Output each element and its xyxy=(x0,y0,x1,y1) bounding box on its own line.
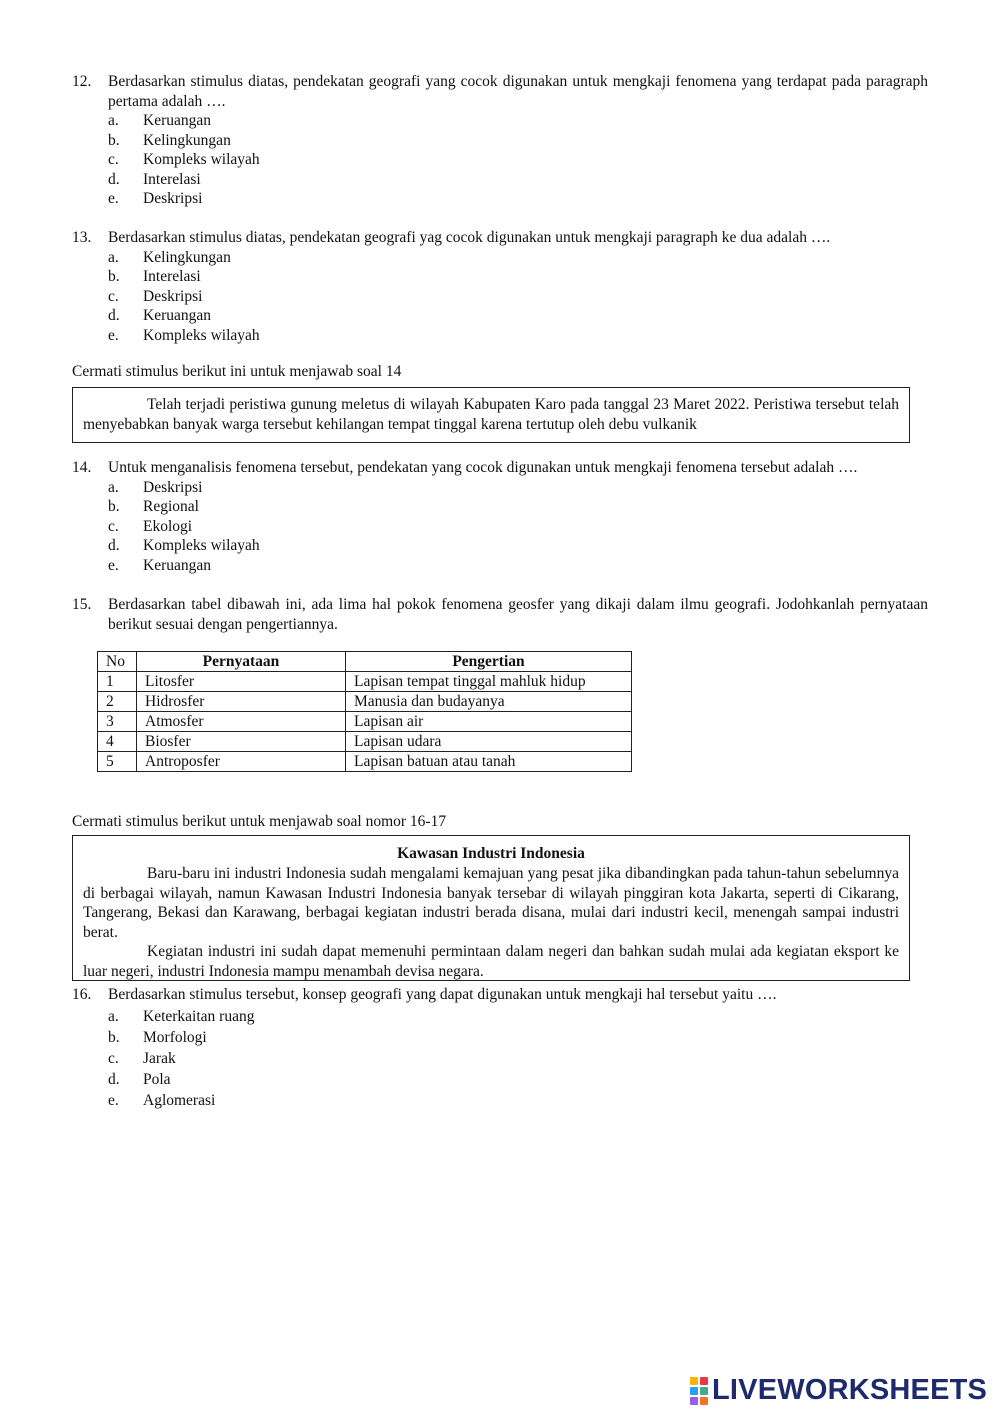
table-row xyxy=(98,712,632,732)
stimulus-16-paragraph-2: Kegiatan industri ini sudah dapat memenuhi permintaan dalam negeri dan bahkan sudah mulai ada kegiatan eksport ke luar negeri, industri Indonesia mampu menambah devisa negara. xyxy=(83,943,899,980)
option-list xyxy=(72,1006,928,1111)
liveworksheets-logo[interactable] xyxy=(690,1374,987,1407)
question-text: Berdasarkan stimulus diatas, pendekatan geografi yang cocok digunakan untuk mengkaji fenomena yang terdapat pada paragraph pertama adalah …. xyxy=(108,73,928,110)
table-row xyxy=(98,672,632,692)
option-b[interactable]: b. Morfologi xyxy=(108,1028,207,1046)
stimulus-14-box xyxy=(72,387,910,443)
stimulus-14-intro: Cermati stimulus berikut ini untuk menjawab soal 14 xyxy=(72,363,402,380)
question-text: Berdasarkan tabel dibawah ini, ada lima hal pokok fenomena geosfer yang dikaji dalam ilmu geografi. Jodohkanlah pernyataan berikut sesuai dengan pengertiannya. xyxy=(108,596,928,633)
cell-no: 3 xyxy=(98,712,137,732)
cell-pernyataan[interactable]: Litosfer xyxy=(137,672,346,692)
stimulus-16-paragraph-1: Baru-baru ini industri Indonesia sudah mengalami kemajuan yang pesat jika dibandingkan pada tahun-tahun sebelumnya di berbagai wilayah, namun Kawasan Industri Indonesia banyak tersebar di wilayah pinggiran kota Jakarta, seperti di Cikarang, Tangerang, Bekasi dan Karawang, berbagai kegiatan industri berada disana, mulai dari industri kecil, menengah sampai industri berat. xyxy=(83,865,899,941)
question-number: 15. xyxy=(72,596,92,613)
cell-pernyataan[interactable]: Hidrosfer xyxy=(137,692,346,712)
question-number: 13. xyxy=(72,229,92,246)
cell-pengertian[interactable]: Lapisan tempat tinggal mahluk hidup xyxy=(346,672,632,692)
option-list xyxy=(72,111,928,209)
logo-text: LIVEWORKSHEETS xyxy=(712,1374,988,1406)
logo-block xyxy=(700,1387,708,1395)
question-text: Berdasarkan stimulus tersebut, konsep geografi yang dapat digunakan untuk mengkaji hal tersebut yaitu …. xyxy=(108,986,777,1003)
question-15 xyxy=(72,595,928,634)
cell-pengertian[interactable]: Lapisan batuan atau tanah xyxy=(346,752,632,772)
option-a[interactable]: a. Deskripsi xyxy=(108,478,203,496)
option-c[interactable]: c. Kompleks wilayah xyxy=(108,151,260,168)
question-13 xyxy=(72,228,928,345)
option-c[interactable]: c. Ekologi xyxy=(108,517,193,535)
option-e[interactable]: e. Aglomerasi xyxy=(108,1091,216,1109)
logo-block xyxy=(690,1377,698,1385)
option-b[interactable]: b. Regional xyxy=(108,498,199,515)
logo-block xyxy=(700,1397,708,1405)
option-b[interactable]: b. Kelingkungan xyxy=(108,131,231,149)
option-e[interactable]: e. Keruangan xyxy=(108,556,211,574)
question-14 xyxy=(72,458,928,575)
col-header-pernyataan: Pernyataan xyxy=(137,652,346,672)
table-row xyxy=(98,752,632,772)
cell-no: 4 xyxy=(98,732,137,752)
question-number: 16. xyxy=(72,986,92,1003)
cell-pengertian[interactable]: Lapisan air xyxy=(346,712,632,732)
stimulus-16-intro: Cermati stimulus berikut untuk menjawab soal nomor 16-17 xyxy=(72,813,447,830)
cell-no: 2 xyxy=(98,692,137,712)
col-header-pengertian: Pengertian xyxy=(346,652,632,672)
option-e[interactable]: e. Kompleks wilayah xyxy=(108,326,260,344)
option-c[interactable]: c. Jarak xyxy=(108,1049,176,1067)
cell-pernyataan[interactable]: Biosfer xyxy=(137,732,346,752)
table-row xyxy=(98,692,632,712)
question-number: 14. xyxy=(72,459,92,476)
cell-pengertian[interactable]: Lapisan udara xyxy=(346,732,632,752)
option-d[interactable]: d. Kompleks wilayah xyxy=(108,537,260,554)
cell-no: 1 xyxy=(98,672,137,692)
question-12 xyxy=(72,72,928,209)
logo-block xyxy=(690,1397,698,1405)
stimulus-14-text: Telah terjadi peristiwa gunung meletus di wilayah Kabupaten Karo pada tanggal 23 Maret 2022. Peristiwa tersebut telah menyebabkan banyak warga tersebut kehilangan tempat tinggal karena tertutup oleh debu vulkanik xyxy=(83,396,899,433)
col-header-no: No xyxy=(98,652,137,672)
option-a[interactable]: a. Kelingkungan xyxy=(108,248,231,266)
question-number: 12. xyxy=(72,73,92,90)
geosphere-table xyxy=(97,651,632,772)
logo-block xyxy=(700,1377,708,1385)
table-header-row xyxy=(98,652,632,672)
stimulus-16-title: Kawasan Industri Indonesia xyxy=(397,845,585,862)
cell-pernyataan[interactable]: Antroposfer xyxy=(137,752,346,772)
stimulus-16-box xyxy=(72,835,910,981)
cell-no: 5 xyxy=(98,752,137,772)
cell-pernyataan[interactable]: Atmosfer xyxy=(137,712,346,732)
question-text: Untuk menganalisis fenomena tersebut, pendekatan yang cocok digunakan untuk mengkaji fenomena tersebut adalah …. xyxy=(108,459,858,476)
option-list xyxy=(72,478,928,576)
option-d[interactable]: d. Keruangan xyxy=(108,307,211,324)
option-d[interactable]: d. Pola xyxy=(108,1070,171,1088)
option-c[interactable]: c. Deskripsi xyxy=(108,287,203,305)
question-16 xyxy=(72,985,928,1111)
option-b[interactable]: b. Interelasi xyxy=(108,268,201,285)
cell-pengertian[interactable]: Manusia dan budayanya xyxy=(346,692,632,712)
logo-blocks-icon xyxy=(690,1377,708,1405)
logo-block xyxy=(690,1387,698,1395)
option-list xyxy=(72,248,928,346)
question-text: Berdasarkan stimulus diatas, pendekatan geografi yag cocok digunakan untuk mengkaji paragraph ke dua adalah …. xyxy=(108,229,831,246)
option-a[interactable]: a. Keterkaitan ruang xyxy=(108,1007,255,1025)
option-a[interactable]: a. Keruangan xyxy=(108,112,211,129)
option-d[interactable]: d. Interelasi xyxy=(108,170,201,188)
table-row xyxy=(98,732,632,752)
option-e[interactable]: e. Deskripsi xyxy=(108,190,203,207)
